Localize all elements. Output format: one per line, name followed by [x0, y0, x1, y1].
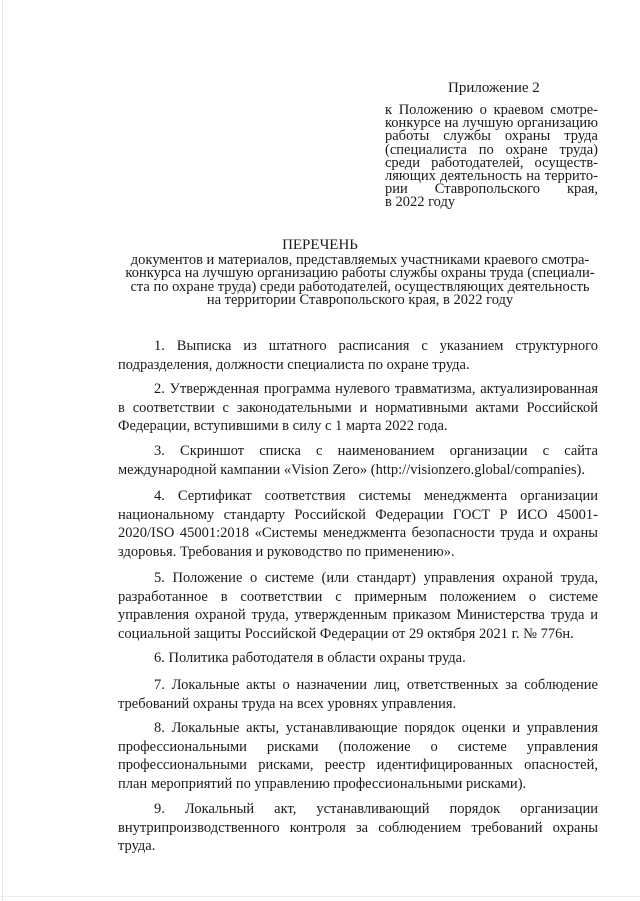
appendix-line: (специалиста по охране труда): [385, 141, 598, 158]
list-item: 3. Скриншот списка с наименованием организации с сайта международной кампании «Vision Zero» (http://visionzero.global/companies).: [118, 443, 598, 478]
appendix-line: рии Ставропольского края,: [385, 181, 598, 198]
subheading-line: документов и материалов, представляемых участниками краевого смотра-: [130, 252, 590, 268]
appendix-caption: [385, 104, 598, 210]
document-heading: ПЕРЕЧЕНЬ: [282, 237, 358, 253]
appendix-line: работы службы охраны труда: [385, 128, 598, 145]
list-item: 4. Сертификат соответствия системы менеджмента организации национальному стандарту Российской Федерации ГОСТ Р ИСО 45001-2020/ISO 45001:2018 «Системы менеджмента безопасности труда и охраны здоровья. Требования и руководство по применению».: [118, 488, 598, 560]
subheading-line: на территории Ставропольского края, в 2022 году: [206, 292, 514, 309]
list-item: 7. Локальные акты о назначении лиц, ответственных за соблюдение требований охраны труда на всех уровнях управления.: [118, 677, 598, 712]
appendix-line: конкурсе на лучшую организацию: [385, 115, 598, 132]
list-item: 2. Утвержденная программа нулевого травматизма, актуализированная в соответствии с законодательными и нормативными актами Российской Федерации, вступившими в силу с 1 марта 2022 года.: [118, 381, 598, 434]
scan-edge-bottom: [0, 896, 640, 897]
appendix-title: Приложение 2: [448, 80, 540, 96]
appendix-line: к Положению о краевом смотре-: [385, 102, 598, 118]
appendix-line: ляющих деятельность на террито-: [385, 168, 598, 185]
list-item: 5. Положение о системе (или стандарт) управления охраной труда, разработанное в соответствии с примерным положением о системе управления охраной труда, утвержденным приказом Министерства труда и социальной защиты Российской Федерации от 29 октября 2021 г. № 776н.: [118, 570, 598, 642]
subheading-line: ста по охране труда) среди работодателей, осуществляющих деятельность: [130, 278, 590, 295]
appendix-line: среди работодателей, осуществ-: [385, 154, 598, 171]
list-item: 9. Локальный акт, устанавливающий порядок организации внутрипроизводственного контроля за соблюдением требований охраны труда.: [118, 801, 598, 854]
scan-edge-left: [2, 0, 3, 901]
list-item: 6. Политика работодателя в области охраны труда.: [154, 650, 466, 666]
subheading-line: конкурса на лучшую организацию работы службы охраны труда (специали-: [125, 265, 595, 282]
list-item: 1. Выписка из штатного расписания с указанием структурного подразделения, должности специалиста по охране труда.: [118, 338, 598, 373]
list-item: 8. Локальные акты, устанавливающие порядок оценки и управления профессиональными рисками (положение о системе управления профессиональными рисками, реестр идентифицированных опасностей, план мероприятий по управлению профессиональными рисками).: [118, 720, 598, 792]
document-subheading: [110, 254, 610, 308]
appendix-line: в 2022 году: [385, 194, 456, 211]
